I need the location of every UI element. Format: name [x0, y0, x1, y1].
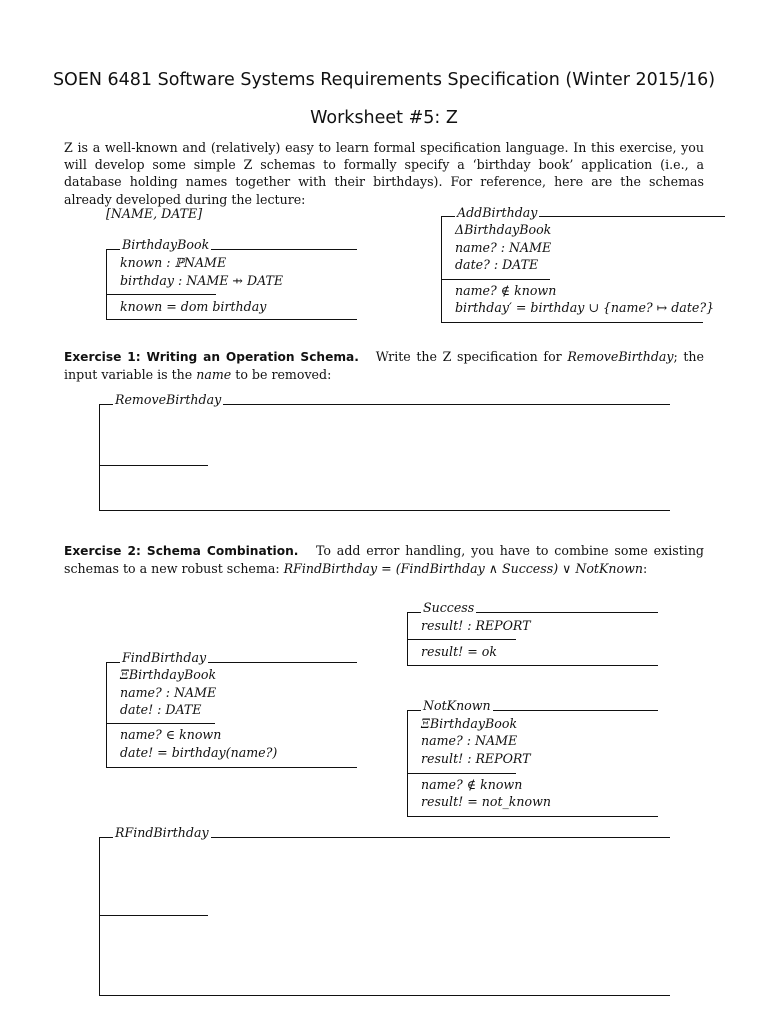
pred-name-not-known: name? ∉ known	[421, 777, 523, 792]
exercise2-label: Exercise 2: Schema Combination.	[64, 544, 299, 558]
decl-name: name? : NAME	[120, 685, 217, 700]
pred-name-not-known: name? ∉ known	[455, 283, 557, 298]
decl-name: name? : NAME	[421, 733, 518, 748]
schema-name: AddBirthday	[457, 205, 538, 220]
given-sets: [NAME, DATE]	[106, 206, 203, 221]
decl-date: date! : DATE	[120, 702, 202, 717]
pred-date-lookup: date! = birthday(name?)	[120, 745, 278, 760]
schema-name: RFindBirthday	[115, 825, 209, 840]
worksheet-title: Worksheet #5: Z	[310, 108, 458, 128]
pred-birthday-update: birthday′ = birthday ∪ {name? ↦ date?}	[455, 300, 715, 315]
schema-name: NotKnown	[423, 698, 491, 713]
decl-name: name? : NAME	[455, 240, 552, 255]
document-title: SOEN 6481 Software Systems Requirements Specification (Winter 2015/16)	[52, 70, 716, 90]
pred-name-in-known: name? ∈ known	[120, 727, 222, 742]
decl-result: result! : REPORT	[421, 618, 531, 633]
exercise1-paragraph: Exercise 1: Writing an Operation Schema. Write the Z specification for RemoveBirthday; the input variable is the name to be removed:	[64, 349, 704, 383]
schema-name: Success	[423, 600, 475, 615]
pred-result-ok: result! = ok	[421, 644, 497, 659]
intro-paragraph: Z is a well-known and (relatively) easy to learn formal specification language. In this exercise, you will develop some simple Z schemas to formally specify a ‘birthday book’ application (i.e., a database holding names together with their birthdays). For reference, here are the schemas already developed during the lecture:	[64, 140, 704, 207]
pred-result-not-known: result! = not_known	[421, 794, 552, 809]
decl-xi-birthday-book: ΞBirthdayBook	[421, 716, 518, 731]
decl-delta-birthday-book: ΔBirthdayBook	[455, 222, 552, 237]
schema-name: FindBirthday	[122, 650, 207, 665]
decl-date: date? : DATE	[455, 257, 539, 272]
exercise1-label: Exercise 1: Writing an Operation Schema.	[64, 350, 359, 364]
decl-result: result! : REPORT	[421, 751, 531, 766]
exercise2-paragraph: Exercise 2: Schema Combination. To add error handling, you have to combine some existing schemas to a new robust schema: RFindBirthday = (FindBirthday ∧ Success) ∨ NotKnown:	[64, 543, 704, 577]
decl-birthday: birthday : NAME ⇸ DATE	[120, 273, 284, 288]
decl-xi-birthday-book: ΞBirthdayBook	[120, 667, 217, 682]
schema-name: BirthdayBook	[122, 237, 210, 252]
schema-name: RemoveBirthday	[115, 392, 222, 407]
decl-known: known : ℙNAME	[120, 255, 227, 270]
pred-known-dom: known = dom birthday	[120, 299, 267, 314]
